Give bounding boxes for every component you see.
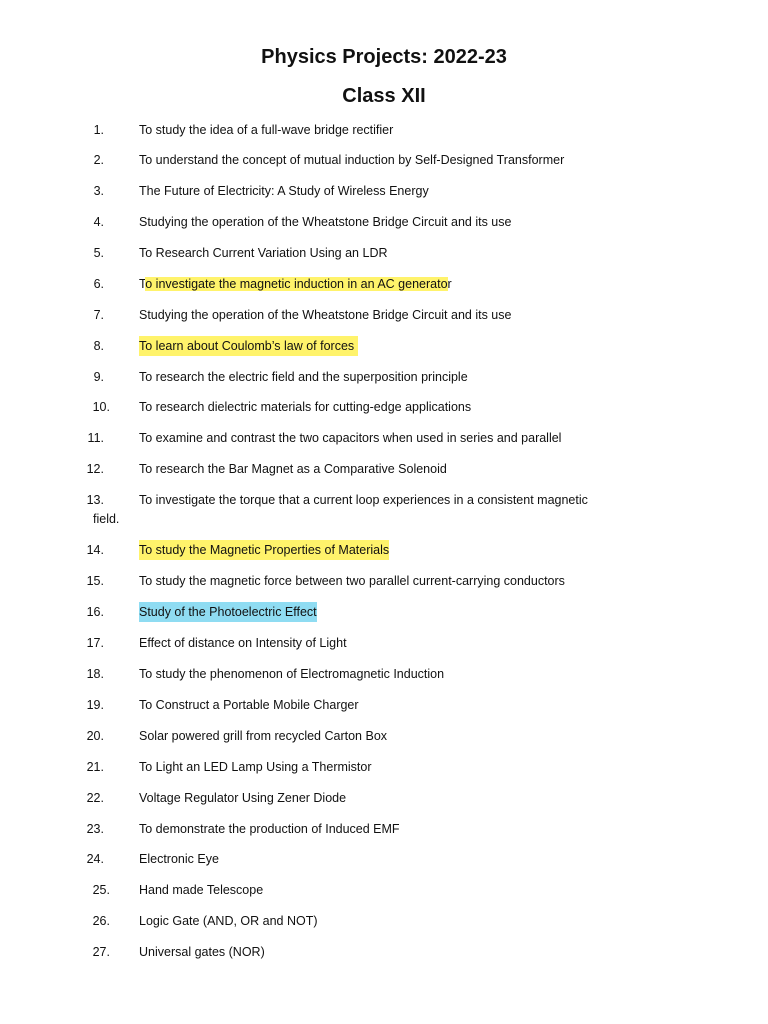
list-item-12 [0,459,768,479]
item-number: 10. [92,400,110,414]
item-number: 6. [93,277,104,291]
item-text: To study the phenomenon of Electromagnetic Induction [139,667,445,681]
item-number: 9. [93,370,104,384]
item-text: To Research Current Variation Using an LDR [139,246,388,260]
item-number: 27. [92,945,110,959]
list-item-17 [0,633,768,653]
list-item-8 [0,336,768,356]
list-item-22 [0,788,768,808]
item-number: 22. [86,791,104,805]
item-text: To Light an LED Lamp Using a Thermistor [139,760,372,774]
list-item-14 [0,540,768,560]
item-number: 3. [93,184,104,198]
highlighted-text: o investigate the magnetic induction in an AC generato [145,277,448,291]
list-item-26 [0,911,768,931]
item-number: 13. [86,493,104,507]
highlighted-text: To learn about Coulomb’s law of forces [139,336,358,356]
document-subtitle: Class XII [342,85,426,107]
list-item-1 [0,120,768,140]
item-number: 2. [93,153,104,167]
item-number: 26. [92,914,110,928]
list-item-15 [0,571,768,591]
item-text: To research the electric field and the superposition principle [139,370,468,384]
item-number: 25. [92,883,110,897]
document-title: Physics Projects: 2022-23 [261,46,507,68]
item-number: 18. [86,667,104,681]
item-text: To demonstrate the production of Induced EMF [139,822,400,836]
item-text: Solar powered grill from recycled Carton Box [139,729,388,743]
list-item-24 [0,849,768,869]
item-number: 19. [86,698,104,712]
item-text: The Future of Electricity: A Study of Wireless Energy [139,184,429,198]
list-item-25 [0,880,768,900]
item-text [139,274,452,294]
item-text: To understand the concept of mutual induction by Self-Designed Transformer [139,153,565,167]
item-text-start: T [139,277,146,291]
list-item-3 [0,181,768,201]
list-item-2 [0,150,768,170]
item-text: To examine and contrast the two capacitors when used in series and parallel [139,431,562,445]
item-number: 8. [93,339,104,353]
highlighted-text: Study of the Photoelectric Effect [139,602,317,622]
list-item-27 [0,942,768,962]
list-item-23 [0,819,768,839]
item-number: 23. [86,822,104,836]
item-number: 16. [86,605,104,619]
item-text: To research the Bar Magnet as a Comparative Solenoid [139,462,447,476]
list-item-19 [0,695,768,715]
item-text: To research dielectric materials for cutting-edge applications [139,400,472,414]
item-number: 5. [93,246,104,260]
item-text: To study the idea of a full-wave bridge rectifier [139,123,394,137]
list-item-10 [0,397,768,417]
item-text-end: r [447,277,452,291]
list-item-7 [0,305,768,325]
item-text: Voltage Regulator Using Zener Diode [139,791,347,805]
item-text: Effect of distance on Intensity of Light [139,636,347,650]
item-number: 7. [93,308,104,322]
list-item-6 [0,274,768,294]
item-text-wrap: field. [93,512,120,526]
item-number: 4. [93,215,104,229]
item-text: Universal gates (NOR) [139,945,265,959]
item-text: To study the magnetic force between two parallel current-carrying conductors [139,574,565,588]
item-text: To Construct a Portable Mobile Charger [139,698,359,712]
item-text: Electronic Eye [139,852,219,866]
list-item-20 [0,726,768,746]
item-number: 14. [86,543,104,557]
item-number: 11. [87,431,104,445]
list-item-21 [0,757,768,777]
highlighted-text: To study the Magnetic Properties of Materials [139,540,389,560]
item-text: Studying the operation of the Wheatstone Bridge Circuit and its use [139,308,512,322]
item-number: 24. [86,852,104,866]
item-text: Studying the operation of the Wheatstone Bridge Circuit and its use [139,215,512,229]
list-item-9 [0,367,768,387]
item-number: 1. [93,123,104,137]
item-text: Hand made Telescope [139,883,264,897]
list-item-4 [0,212,768,232]
item-number: 17. [86,636,104,650]
list-item-18 [0,664,768,684]
list-item-5 [0,243,768,263]
list-item-13 [0,490,768,530]
item-text: Logic Gate (AND, OR and NOT) [139,914,318,928]
item-number: 20. [86,729,104,743]
item-number: 12. [86,462,104,476]
list-item-16 [0,602,768,622]
item-number: 15. [86,574,104,588]
item-number: 21. [86,760,104,774]
list-item-11 [0,428,768,448]
item-text: To investigate the torque that a current loop experiences in a consistent magnetic [139,493,588,507]
